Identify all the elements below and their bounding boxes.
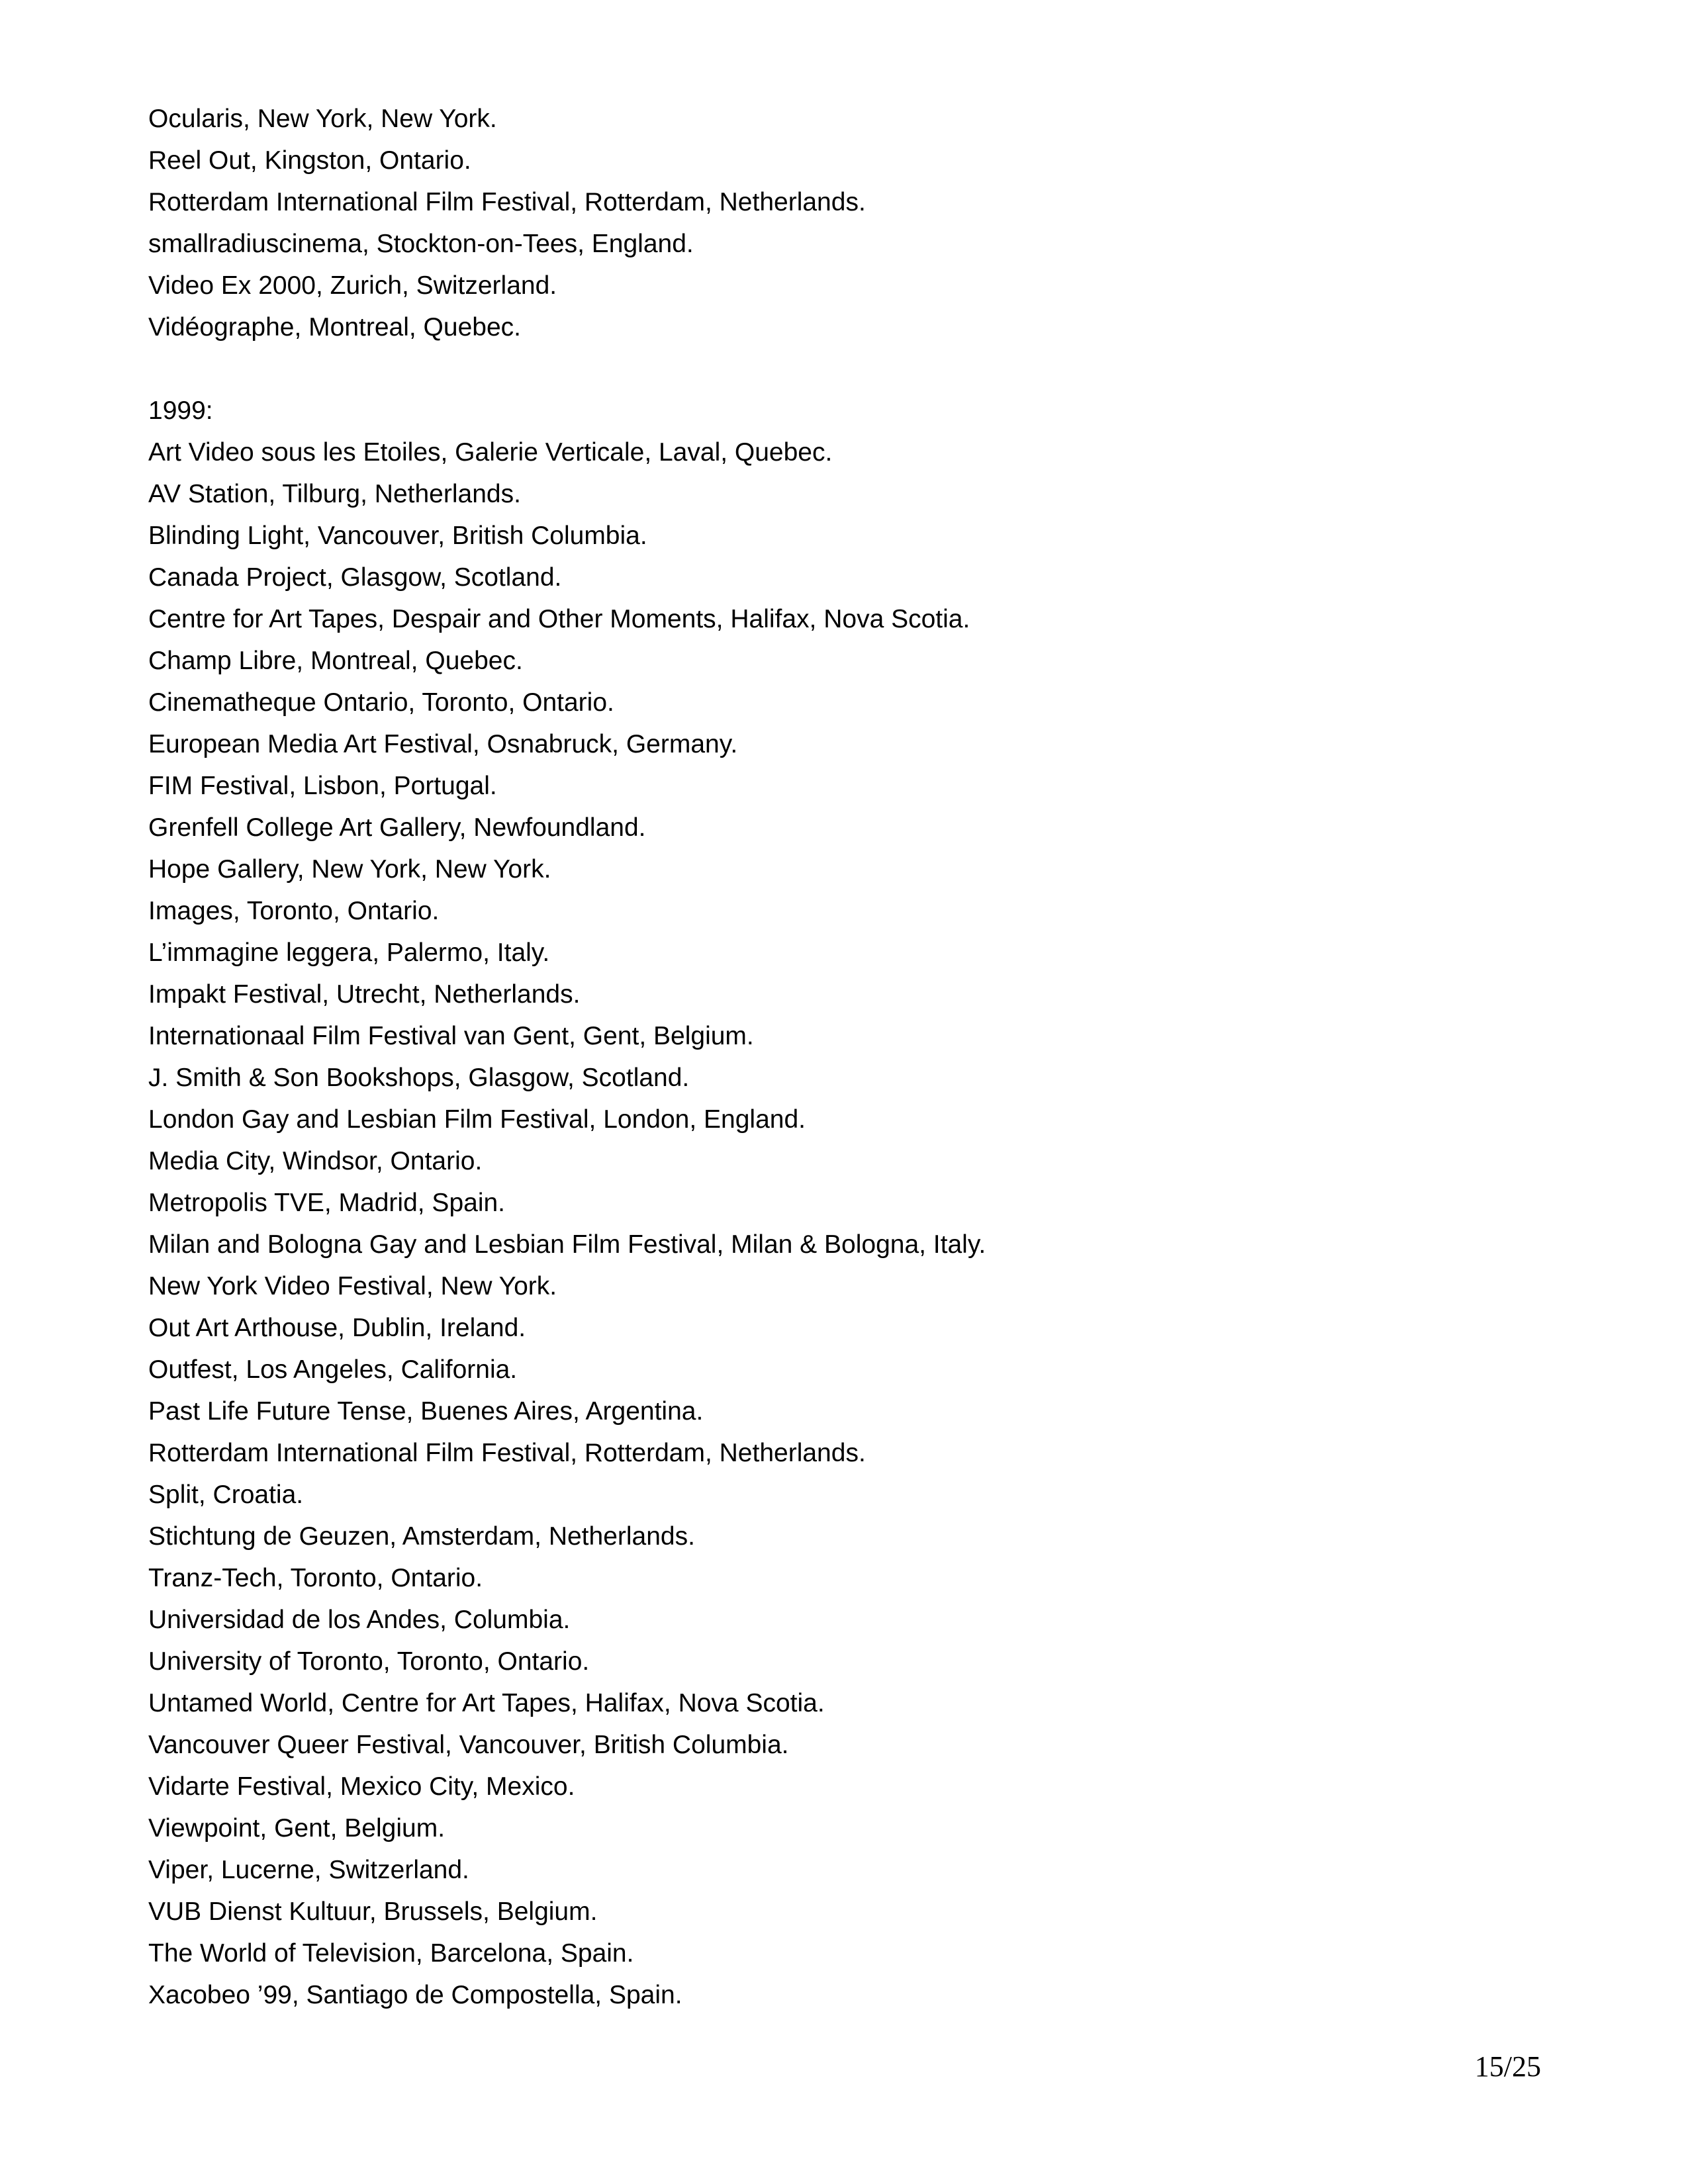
year-heading: 1999: [148, 396, 213, 425]
list-item: Reel Out, Kingston, Ontario. [148, 146, 471, 175]
list-item: European Media Art Festival, Osnabruck, Germany. [148, 730, 738, 758]
list-item: Untamed World, Centre for Art Tapes, Halifax, Nova Scotia. [148, 1689, 825, 1717]
list-item: Milan and Bologna Gay and Lesbian Film Festival, Milan & Bologna, Italy. [148, 1230, 986, 1259]
list-item: Viewpoint, Gent, Belgium. [148, 1814, 445, 1843]
list-item: Grenfell College Art Gallery, Newfoundland. [148, 813, 646, 842]
list-item: The World of Television, Barcelona, Spain. [148, 1939, 634, 1968]
list-item: Vidéographe, Montreal, Quebec. [148, 313, 521, 341]
list-item: Centre for Art Tapes, Despair and Other Moments, Halifax, Nova Scotia. [148, 605, 970, 633]
list-item: Champ Libre, Montreal, Quebec. [148, 647, 523, 675]
list-item: Metropolis TVE, Madrid, Spain. [148, 1189, 506, 1217]
list-item: Internationaal Film Festival van Gent, Gent, Belgium. [148, 1022, 754, 1050]
list-item: New York Video Festival, New York. [148, 1272, 557, 1300]
list-item: Outfest, Los Angeles, California. [148, 1355, 518, 1384]
list-item: Out Art Arthouse, Dublin, Ireland. [148, 1314, 526, 1342]
list-item: Tranz-Tech, Toronto, Ontario. [148, 1564, 483, 1592]
list-item: Viper, Lucerne, Switzerland. [148, 1856, 469, 1884]
list-item: Impakt Festival, Utrecht, Netherlands. [148, 980, 581, 1009]
list-item: Hope Gallery, New York, New York. [148, 855, 551, 884]
list-item: Art Video sous les Etoiles, Galerie Verticale, Laval, Quebec. [148, 438, 833, 467]
list-item: Universidad de los Andes, Columbia. [148, 1606, 571, 1634]
exhibition-list-continued [148, 98, 1538, 348]
list-item: London Gay and Lesbian Film Festival, London, England. [148, 1105, 806, 1134]
list-item: Images, Toronto, Ontario. [148, 897, 440, 925]
list-item: Vidarte Festival, Mexico City, Mexico. [148, 1772, 575, 1801]
list-item: Stichtung de Geuzen, Amsterdam, Netherlands. [148, 1522, 695, 1551]
list-item: Rotterdam International Film Festival, Rotterdam, Netherlands. [148, 188, 866, 216]
list-item: Xacobeo ’99, Santiago de Compostella, Spain. [148, 1981, 682, 2009]
list-item: L’immagine leggera, Palermo, Italy. [148, 938, 550, 967]
list-item: AV Station, Tilburg, Netherlands. [148, 480, 521, 508]
list-item: Video Ex 2000, Zurich, Switzerland. [148, 271, 557, 300]
list-item: Past Life Future Tense, Buenes Aires, Argentina. [148, 1397, 704, 1426]
list-item: Media City, Windsor, Ontario. [148, 1147, 483, 1175]
list-item: Ocularis, New York, New York. [148, 105, 497, 133]
list-item: J. Smith & Son Bookshops, Glasgow, Scotland. [148, 1064, 690, 1092]
list-item: Rotterdam International Film Festival, Rotterdam, Netherlands. [148, 1439, 866, 1467]
list-item: Blinding Light, Vancouver, British Columbia. [148, 522, 647, 550]
list-item: Vancouver Queer Festival, Vancouver, British Columbia. [148, 1731, 789, 1759]
list-item: smallradiuscinema, Stockton-on-Tees, England. [148, 230, 694, 258]
list-item: FIM Festival, Lisbon, Portugal. [148, 772, 497, 800]
document-body [148, 98, 1538, 2016]
list-item: Canada Project, Glasgow, Scotland. [148, 563, 562, 592]
page-number: 15/25 [1474, 2050, 1541, 2083]
exhibition-list-1999 [148, 390, 1538, 2016]
list-item: University of Toronto, Toronto, Ontario. [148, 1647, 590, 1676]
section-spacer [148, 348, 1538, 390]
list-item: Split, Croatia. [148, 1480, 304, 1509]
list-item: VUB Dienst Kultuur, Brussels, Belgium. [148, 1897, 598, 1926]
list-item: Cinematheque Ontario, Toronto, Ontario. [148, 688, 614, 717]
